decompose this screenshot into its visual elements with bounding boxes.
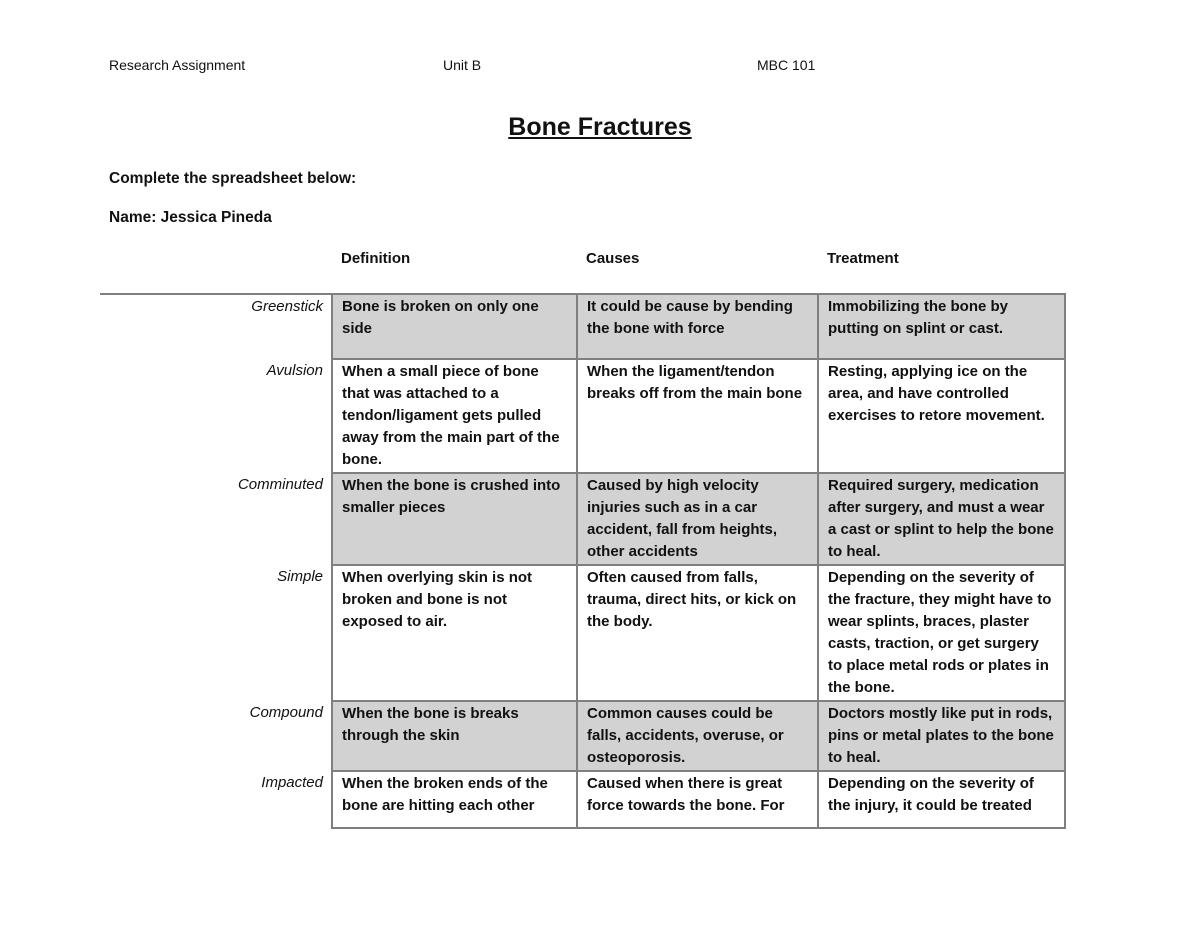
fracture-type: Compound: [249, 704, 323, 721]
causes-cell: Caused when there is great force towards the bone. For: [577, 771, 818, 828]
page-title: Bone Fractures: [508, 113, 692, 141]
column-header-treatment: Treatment: [827, 250, 899, 267]
header-blank: [100, 250, 332, 294]
treatment-cell: Resting, applying ice on the area, and have controlled exercises to retore movement.: [818, 359, 1065, 473]
treatment-cell: Immobilizing the bone by putting on splint or cast.: [818, 294, 1065, 359]
fracture-type: Comminuted: [237, 476, 323, 493]
fracture-table: [100, 250, 1066, 829]
header-course: MBC 101: [757, 57, 816, 73]
fracture-type: Simple: [277, 568, 323, 585]
causes-cell: Common causes could be falls, accidents, overuse, or osteoporosis.: [577, 701, 818, 771]
definition-cell: When overlying skin is not broken and bone is not exposed to air.: [332, 565, 577, 701]
definition-cell: Bone is broken on only one side: [332, 294, 577, 359]
causes-cell: It could be cause by bending the bone with force: [577, 294, 818, 359]
column-header-definition: Definition: [341, 250, 411, 267]
student-name: Name: Jessica Pineda: [109, 209, 272, 226]
treatment-cell: Depending on the severity of the injury, it could be treated: [818, 771, 1065, 828]
treatment-cell: Doctors mostly like put in rods, pins or metal plates to the bone to heal.: [818, 701, 1065, 771]
instruction-text: Complete the spreadsheet below:: [109, 170, 357, 187]
column-header-causes: Causes: [586, 250, 640, 267]
definition-cell: When a small piece of bone that was attached to a tendon/ligament gets pulled away from the main part of the bone.: [332, 359, 577, 473]
fracture-type: Avulsion: [266, 362, 323, 379]
table-row: [100, 359, 1065, 473]
definition-cell: When the bone is breaks through the skin: [332, 701, 577, 771]
causes-cell: Caused by high velocity injuries such as in a car accident, fall from heights, other accidents: [577, 473, 818, 565]
table-row: [100, 771, 1065, 828]
treatment-cell: Required surgery, medication after surgery, and must a wear a cast or splint to help the bone to heal.: [818, 473, 1065, 565]
causes-cell: Often caused from falls, trauma, direct hits, or kick on the body.: [577, 565, 818, 701]
causes-cell: When the ligament/tendon breaks off from the main bone: [577, 359, 818, 473]
fracture-type: Greenstick: [100, 294, 332, 359]
table-row: [100, 294, 1065, 359]
treatment-cell: Depending on the severity of the fracture, they might have to wear splints, braces, plaster casts, traction, or get surgery to place metal rods or plates in the bone.: [818, 565, 1065, 701]
table-header-row: [100, 250, 1065, 294]
fracture-type: Impacted: [261, 774, 323, 791]
definition-cell: When the bone is crushed into smaller pieces: [332, 473, 577, 565]
table-row: [100, 565, 1065, 701]
table-row: [100, 473, 1065, 565]
table-row: [100, 701, 1065, 771]
header-assignment: Research Assignment: [109, 57, 246, 73]
header-unit: Unit B: [443, 57, 482, 73]
definition-cell: When the broken ends of the bone are hitting each other: [332, 771, 577, 828]
